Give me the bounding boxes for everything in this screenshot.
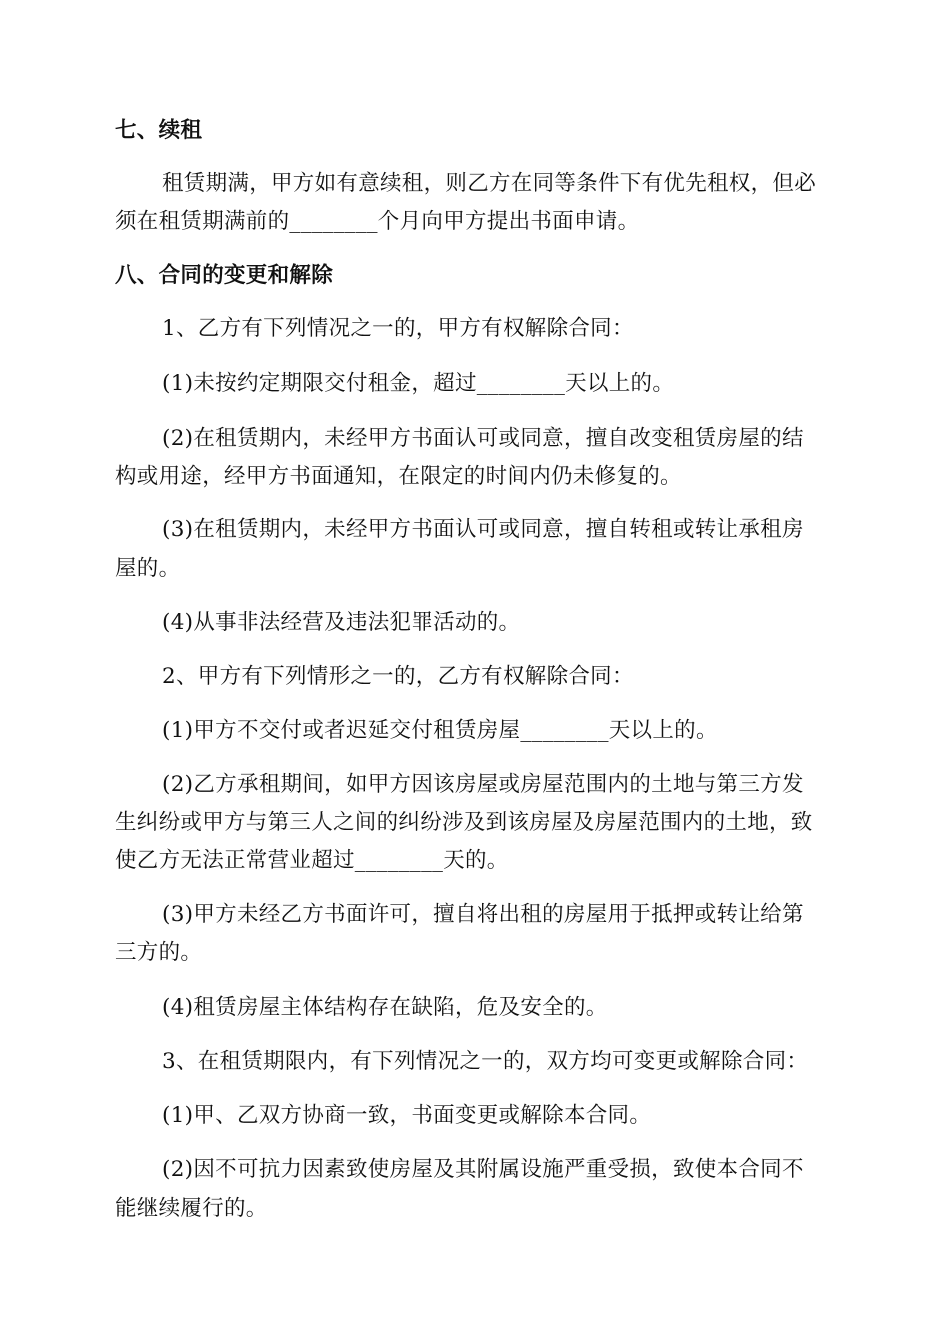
clause-2-item-2: (2)乙方承租期间，如甲方因该房屋或房屋范围内的土地与第三方发 [162,772,804,797]
clause-1-item-3-cont: 屋的。 [115,556,181,581]
clause-1-item-1: (1)未按约定期限交付租金，超过________天以上的。 [162,371,675,396]
clause-3-item-2-cont: 能继续履行的。 [115,1196,268,1221]
clause-1: 1、乙方有下列情况之一的，甲方有权解除合同： [162,316,634,341]
clause-3-item-2: (2)因不可抗力因素致使房屋及其附属设施严重受损，致使本合同不 [162,1157,804,1182]
clause-2-item-3-cont: 三方的。 [115,940,203,965]
clause-2-item-2-cont: 生纠纷或甲方与第三人之间的纠纷涉及到该房屋及房屋范围内的土地，致 [115,810,813,835]
section-8-heading: 八、合同的变更和解除 [115,263,334,288]
clause-2-item-1: (1)甲方不交付或者迟延交付租赁房屋________天以上的。 [162,718,718,743]
paragraph-line: 租赁期满，甲方如有意续租，则乙方在同等条件下有优先租权，但必 [162,171,817,196]
clause-3-item-1: (1)甲、乙双方协商一致，书面变更或解除本合同。 [162,1103,652,1128]
clause-3: 3、在租赁期限内，有下列情况之一的，双方均可变更或解除合同： [162,1049,809,1074]
clause-1-item-3: (3)在租赁期内，未经甲方书面认可或同意，擅自转租或转让承租房 [162,517,804,542]
clause-2-item-2-cont: 使乙方无法正常营业超过________天的。 [115,848,509,873]
clause-1-item-4: (4)从事非法经营及违法犯罪活动的。 [162,610,521,635]
section-7-heading: 七、续租 [115,118,203,143]
paragraph-line: 须在租赁期满前的________个月向甲方提出书面申请。 [115,209,640,234]
clause-1-item-2-cont: 构或用途，经甲方书面通知，在限定的时间内仍未修复的。 [115,464,682,489]
clause-2-item-4: (4)租赁房屋主体结构存在缺陷，危及安全的。 [162,995,608,1020]
clause-2-item-3: (3)甲方未经乙方书面许可，擅自将出租的房屋用于抵押或转让给第 [162,902,804,927]
clause-2: 2、甲方有下列情形之一的，乙方有权解除合同： [162,664,634,689]
clause-1-item-2: (2)在租赁期内，未经甲方书面认可或同意，擅自改变租赁房屋的结 [162,426,804,451]
